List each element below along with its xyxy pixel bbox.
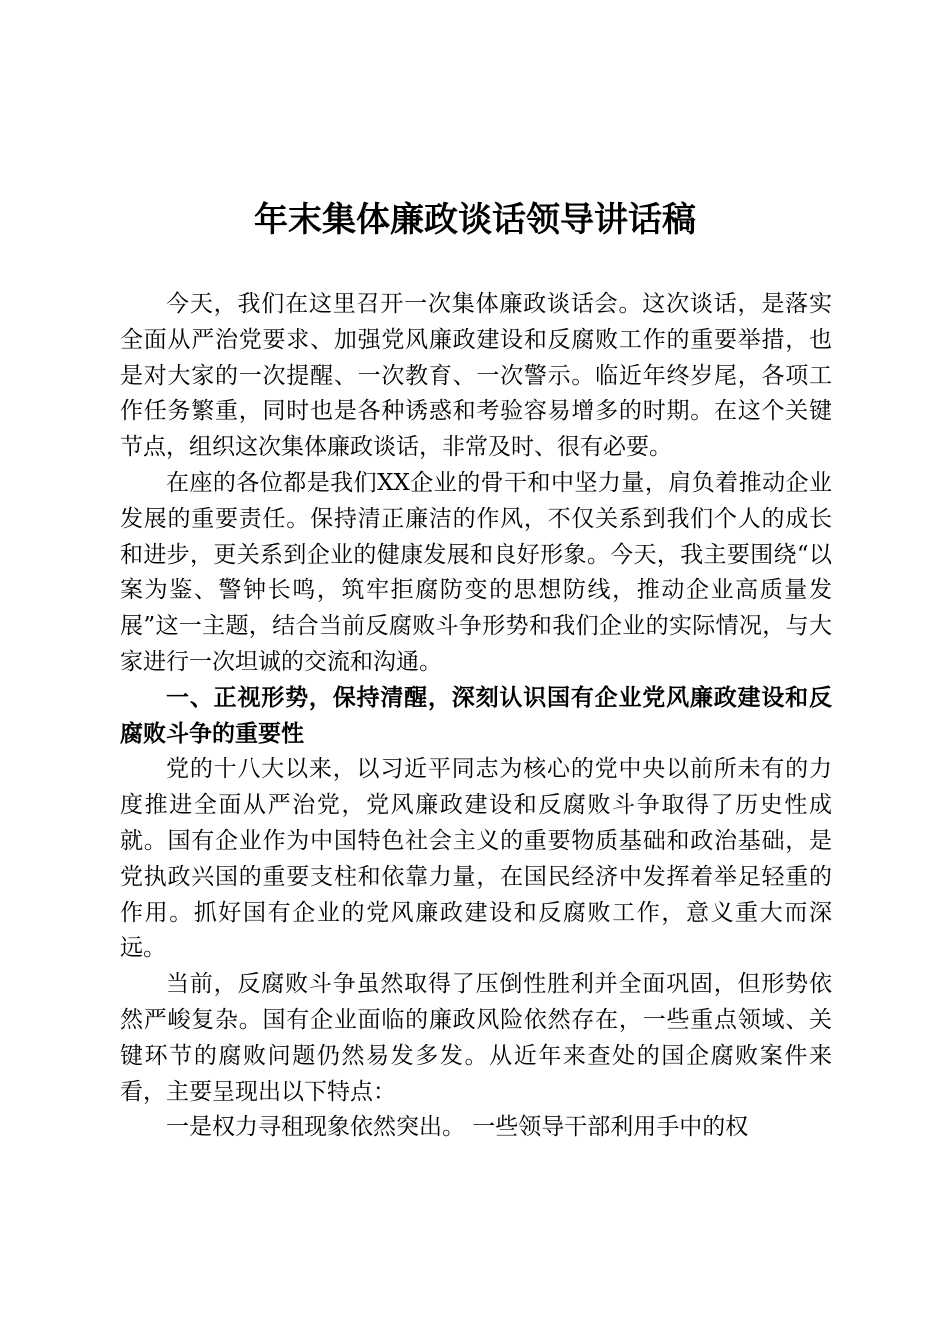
paragraph-background: 党的十八大以来，以习近平同志为核心的党中央以前所未有的力度推进全面从严治党，党风廉政建设和反腐败斗争取得了历史性成就。国有企业作为中国特色社会主义的重要物质基础和政治基础，是党执政兴国的重要支柱和依靠力量，在国民经济中发挥着举足轻重的作用。抓好国有企业的党风廉政建设和反腐败工作，意义重大而深远。 — [120, 756, 832, 962]
paragraph-situation: 当前，反腐败斗争虽然取得了压倒性胜利并全面巩固，但形势依然严峻复杂。国有企业面临的廉政风险依然存在，一些重点领域、关键环节的腐败问题仍然易发多发。从近年来查处的国企腐败案件来看，主要呈现出以下特点： — [120, 971, 832, 1105]
document-body — [120, 287, 832, 1146]
paragraph-opening: 今天，我们在这里召开一次集体廉政谈话会。这次谈话，是落实全面从严治党要求、加强党风廉政建设和反腐败工作的重要举措，也是对大家的一次提醒、一次教育、一次警示。临近年终岁尾，各项工作任务繁重，同时也是各种诱惑和考验容易增多的时期。在这个关键节点，组织这次集体廉政谈话，非常及时、很有必要。 — [120, 291, 832, 461]
document-title: 年末集体廉政谈话领导讲话稿 — [254, 200, 696, 240]
section-heading: 一、正视形势，保持清醒，深刻认识国有企业党风廉政建设和反腐败斗争的重要性 — [120, 684, 832, 747]
paragraph-theme: 在座的各位都是我们XX企业的骨干和中坚力量，肩负着推动企业发展的重要责任。保持清正廉洁的作风，不仅关系到我们个人的成长和进步，更关系到企业的健康发展和良好形象。今天，我主要围绕“以案为鉴、警钟长鸣，筑牢拒腐防变的思想防线，推动企业高质量发展”这一主题，结合当前反腐败斗争形势和我们企业的实际情况，与大家进行一次坦诚的交流和沟通。 — [120, 469, 832, 675]
paragraph-point-one: 一是权力寻租现象依然突出。 一些领导干部利用手中的权 — [166, 1114, 749, 1141]
